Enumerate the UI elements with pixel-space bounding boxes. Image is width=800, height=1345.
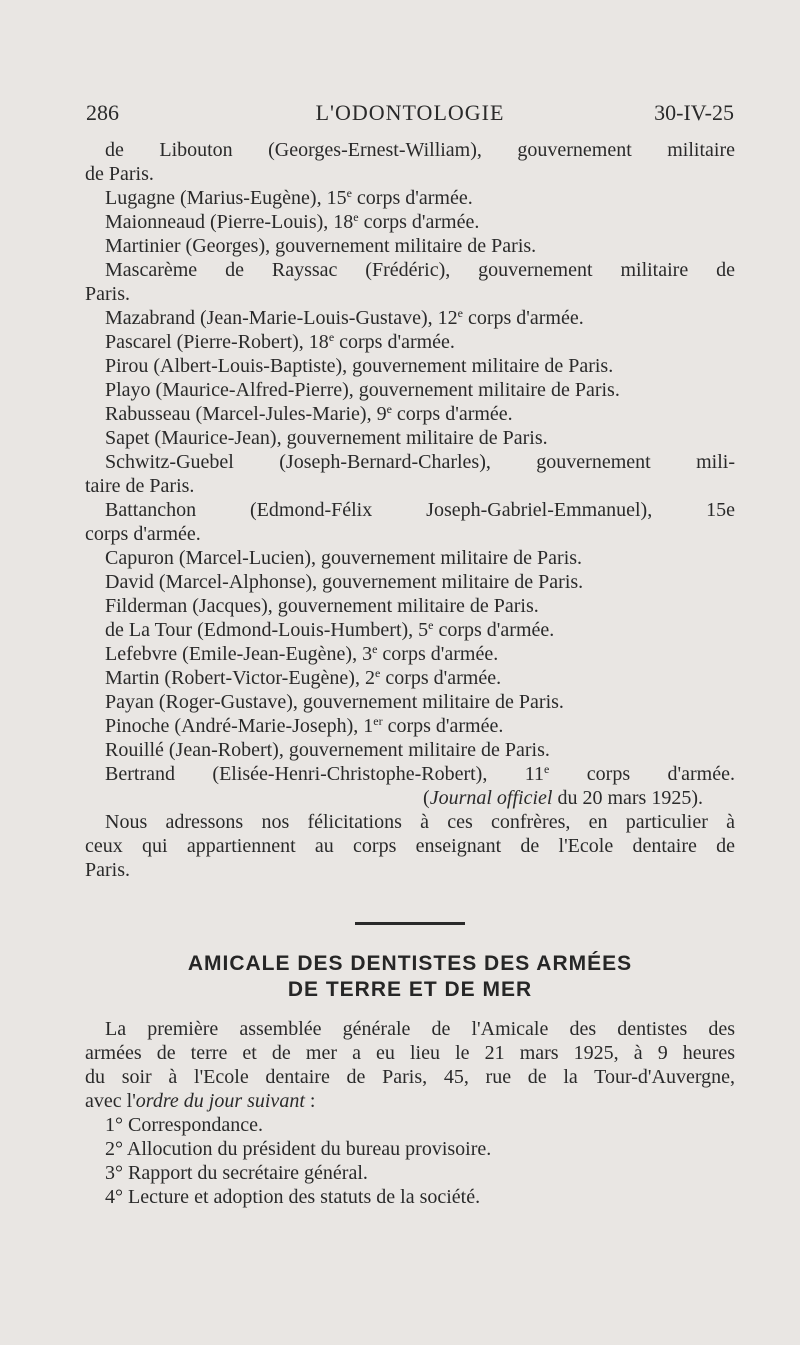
list-line: de La Tour (Edmond-Louis-Humbert), 5e corps d'armée. — [105, 618, 555, 641]
paragraph-line: armées de terre et de mer a eu lieu le 21 mars 1925, à 9 heures — [85, 1042, 735, 1064]
list-line: Schwitz-Guebel (Joseph-Bernard-Charles), gouvernement mili- — [105, 451, 735, 473]
paragraph-line: La première assemblée générale de l'Amicale des dentistes des — [105, 1018, 735, 1040]
list-line: Bertrand (Elisée-Henri-Christophe-Robert), 11e corps d'armée. — [105, 762, 735, 785]
list-line: Lugagne (Marius-Eugène), 15e corps d'armée. — [105, 186, 473, 209]
section-divider — [355, 922, 465, 925]
congratulations-paragraph — [85, 810, 735, 882]
paragraph-line: Paris. — [85, 859, 130, 881]
journal-title: L'ODONTOLOGIE — [315, 100, 505, 125]
list-line: taire de Paris. — [85, 475, 195, 497]
list-line: Sapet (Maurice-Jean), gouvernement militaire de Paris. — [105, 427, 548, 449]
list-line: de Libouton (Georges-Ernest-William), gouvernement militaire — [105, 139, 735, 161]
list-line: Battanchon (Edmond-Félix Joseph-Gabriel-Emmanuel), 15e — [105, 499, 735, 521]
page-number: 286 — [86, 100, 119, 125]
paragraph-line: du soir à l'Ecole dentaire de Paris, 45, rue de la Tour-d'Auvergne, — [85, 1066, 735, 1088]
source-citation: (Journal officiel du 20 mars 1925). — [423, 787, 703, 809]
list-line: Paris. — [85, 283, 130, 305]
list-line: Payan (Roger-Gustave), gouvernement militaire de Paris. — [105, 691, 564, 713]
list-line: Filderman (Jacques), gouvernement militaire de Paris. — [105, 595, 539, 617]
agenda-intro — [85, 1089, 735, 1113]
agenda-intro-suffix: : — [304, 1090, 316, 1112]
source-rest: du 20 mars 1925). — [552, 787, 703, 809]
list-line: Pirou (Albert-Louis-Baptiste), gouvernement militaire de Paris. — [105, 355, 614, 377]
agenda-item: 4° Lecture et adoption des statuts de la société. — [105, 1186, 481, 1208]
agenda-list — [85, 1113, 735, 1209]
paragraph-line: ceux qui appartiennent au corps enseignant de l'Ecole dentaire de — [85, 835, 735, 857]
list-line: Mascarème de Rayssac (Frédéric), gouvernement militaire de — [105, 259, 735, 281]
list-line: de Paris. — [85, 163, 154, 185]
paragraph-line: Nous adressons nos félicitations à ces confrères, en particulier à — [105, 811, 735, 833]
agenda-item: 2° Allocution du président du bureau provisoire. — [105, 1138, 492, 1160]
promotion-list — [85, 138, 735, 786]
list-line: Pascarel (Pierre-Robert), 18e corps d'armée. — [105, 330, 455, 353]
list-line: Mazabrand (Jean-Marie-Louis-Gustave), 12e corps d'armée. — [105, 306, 584, 329]
list-line: David (Marcel-Alphonse), gouvernement militaire de Paris. — [105, 571, 584, 593]
agenda-item: 3° Rapport du secrétaire général. — [105, 1162, 368, 1184]
list-line: Rouillé (Jean-Robert), gouvernement militaire de Paris. — [105, 739, 550, 761]
article-body — [85, 138, 735, 1209]
section-title-line1: AMICALE DES DENTISTES DES ARMÉES — [187, 952, 633, 975]
agenda-intro-italic: ordre du jour suivant — [135, 1090, 305, 1112]
list-line: Lefebvre (Emile-Jean-Eugène), 3e corps d'armée. — [105, 642, 499, 665]
assembly-paragraph — [85, 1017, 735, 1089]
agenda-item: 1° Correspondance. — [105, 1114, 263, 1136]
list-line: Playo (Maurice-Alfred-Pierre), gouvernement militaire de Paris. — [105, 379, 620, 401]
list-line: Maionneaud (Pierre-Louis), 18e corps d'armée. — [105, 210, 480, 233]
section-title-line2: DE TERRE ET DE MER — [287, 978, 533, 1001]
list-line: Pinoche (André-Marie-Joseph), 1er corps d'armée. — [105, 714, 504, 737]
list-line: Martin (Robert-Victor-Eugène), 2e corps d'armée. — [105, 666, 502, 689]
list-line: Rabusseau (Marcel-Jules-Marie), 9e corps d'armée. — [105, 402, 513, 425]
list-line: Martinier (Georges), gouvernement militaire de Paris. — [105, 235, 537, 257]
list-line: corps d'armée. — [85, 523, 201, 545]
source-title: Journal officiel — [429, 787, 553, 809]
issue-date: 30-IV-25 — [654, 100, 734, 125]
agenda-intro-prefix: avec l' — [85, 1090, 136, 1112]
running-header — [86, 100, 734, 130]
list-line: Capuron (Marcel-Lucien), gouvernement militaire de Paris. — [105, 547, 583, 569]
